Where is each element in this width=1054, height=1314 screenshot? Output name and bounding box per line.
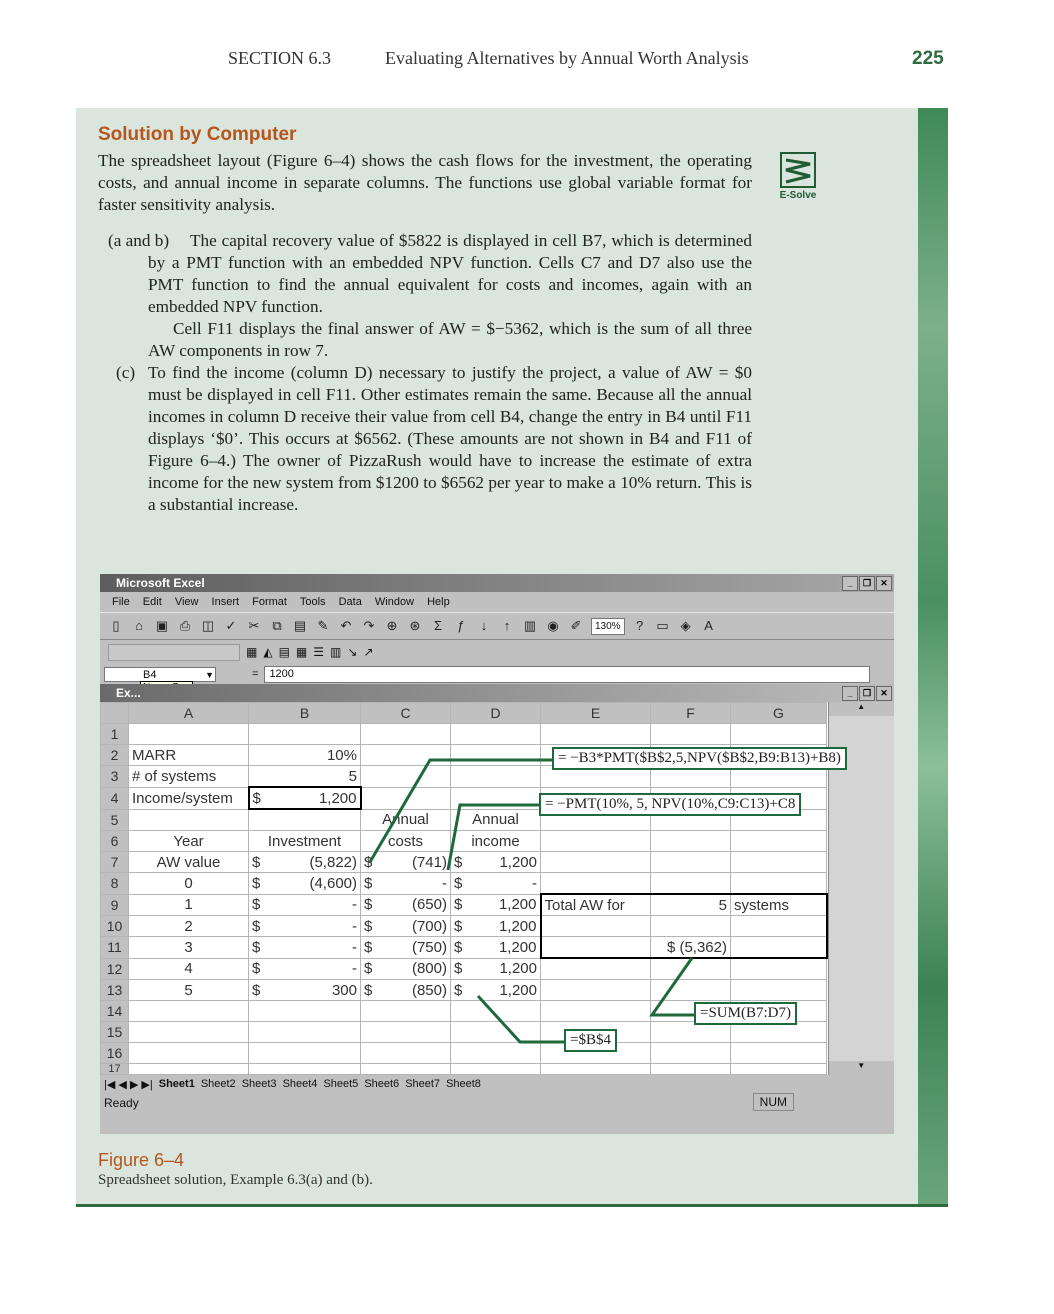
drawing-icon[interactable]: ✐ <box>570 618 582 633</box>
cell-b3[interactable]: 5 <box>249 766 361 788</box>
tab-sheet7[interactable]: Sheet7 <box>405 1078 441 1090</box>
tab-sheet3[interactable]: Sheet3 <box>241 1078 277 1090</box>
figure-label: Figure 6–4 <box>98 1150 185 1170</box>
cell-c7[interactable]: $ (741) <box>361 852 451 873</box>
cell-b12[interactable]: $ - <box>249 958 361 980</box>
minimize-icon[interactable]: _ <box>842 576 858 591</box>
cell-a12[interactable]: 4 <box>129 958 249 980</box>
status-num: NUM <box>753 1093 794 1111</box>
wb-close-icon[interactable]: ✕ <box>876 686 892 701</box>
cell-b10[interactable]: $ - <box>249 916 361 937</box>
scroll-down-icon[interactable]: ▼ <box>829 1061 895 1075</box>
cell-f11[interactable]: $ (5,362) <box>651 937 731 959</box>
column-header-g[interactable]: G <box>731 703 827 724</box>
tab-sheet4[interactable]: Sheet4 <box>282 1078 318 1090</box>
cell-d7[interactable]: $ 1,200 <box>451 852 541 873</box>
row-header[interactable]: 4 <box>101 787 129 809</box>
esolve-label: E-Solve <box>779 190 817 201</box>
row-header[interactable]: 11 <box>101 937 129 959</box>
fill-color-icon[interactable]: ◈ <box>680 618 691 633</box>
cell-d9[interactable]: $ 1,200 <box>451 894 541 916</box>
part-c-label: (c) <box>116 363 136 382</box>
cell-d8[interactable]: $ - <box>451 873 541 895</box>
cell-d10[interactable]: $ 1,200 <box>451 916 541 937</box>
cell-d6[interactable]: income <box>451 831 541 852</box>
menu-edit[interactable]: Edit <box>142 596 162 608</box>
part-ab-label: (a and b) <box>108 231 170 250</box>
format-painter-icon[interactable]: ✎ <box>317 618 329 633</box>
menu-view[interactable]: View <box>174 596 199 608</box>
cell-g9[interactable]: systems <box>731 894 827 916</box>
tab-sheet6[interactable]: Sheet6 <box>364 1078 400 1090</box>
sort-ascending-icon[interactable]: ↓ <box>480 618 488 633</box>
borders-icon[interactable]: ▭ <box>656 618 669 633</box>
autosum-icon[interactable]: Σ <box>433 618 443 633</box>
cell-a3[interactable]: # of systems <box>129 766 249 788</box>
spelling-icon[interactable]: ✓ <box>225 618 237 633</box>
figure-caption: Spreadsheet solution, Example 6.3(a) and (b). <box>98 1172 373 1188</box>
cell-b13[interactable]: $ 300 <box>249 980 361 1001</box>
row-header[interactable]: 16 <box>101 1043 129 1064</box>
hyperlink-icon[interactable]: ⊕ <box>386 618 398 633</box>
close-icon[interactable]: ✕ <box>876 576 892 591</box>
section-label: SECTION 6.3 <box>228 48 331 68</box>
wb-restore-icon[interactable]: ❐ <box>859 686 875 701</box>
cell-b2[interactable]: 10% <box>249 745 361 766</box>
cell-c5[interactable]: Annual <box>361 809 451 831</box>
cell-a11[interactable]: 3 <box>129 937 249 959</box>
cell-b8[interactable]: $ (4,600) <box>249 873 361 895</box>
part-c-text: To find the income (column D) necessary to justify the project, a value of AW = $0 must be displayed in cell F11. Other estimates remain the same. Because all the annual incomes in column D receive their value from cell B4, change the entry in B4 until F11 displays ‘$0’. This occurs at $6562. (These amounts are not shown in B4 and F11 of Figure 6–4.) The owner of PizzaRush would have to increase the estimate of extra income for the new system from $1200 to $6562 per year to make a 10% return. This is a substantial increase. <box>148 363 752 514</box>
undo-icon[interactable]: ↶ <box>340 618 352 633</box>
callout-f11-formula: =SUM(B7:D7) <box>694 1002 797 1025</box>
column-header-f[interactable]: F <box>651 703 731 724</box>
by-row-icon[interactable]: ☰ <box>313 645 325 659</box>
cell-d12[interactable]: $ 1,200 <box>451 958 541 980</box>
wb-minimize-icon[interactable]: _ <box>842 686 858 701</box>
row-header[interactable]: 7 <box>101 852 129 873</box>
row-header[interactable]: 13 <box>101 980 129 1001</box>
tab-sheet1[interactable]: Sheet1 <box>158 1078 195 1090</box>
cell-a4[interactable]: Income/system <box>129 787 249 809</box>
tab-nav-icon[interactable]: |◀ ◀ ▶ ▶| <box>104 1078 153 1091</box>
zoom-select[interactable]: 130% <box>591 618 625 635</box>
tab-sheet5[interactable]: Sheet5 <box>323 1078 359 1090</box>
cell-c9[interactable]: $ (650) <box>361 894 451 916</box>
chart-icon[interactable]: ▦ <box>246 645 258 659</box>
cell-b6[interactable]: Investment <box>249 831 361 852</box>
copy-icon[interactable]: ⧉ <box>272 618 282 633</box>
menu-file[interactable]: File <box>112 596 130 608</box>
cell-f9[interactable]: 5 <box>651 894 731 916</box>
cell-b4-selected[interactable]: $ 1,200 <box>249 787 361 809</box>
row-header[interactable]: 10 <box>101 916 129 937</box>
cell-d13[interactable]: $ 1,200 <box>451 980 541 1001</box>
open-icon[interactable]: ⌂ <box>135 618 143 633</box>
cell-c11[interactable]: $ (750) <box>361 937 451 959</box>
cell-a10[interactable]: 2 <box>129 916 249 937</box>
menu-format[interactable]: Format <box>252 596 287 608</box>
column-header-d[interactable]: D <box>451 703 541 724</box>
cell-b9[interactable]: $ - <box>249 894 361 916</box>
cell-b11[interactable]: $ - <box>249 937 361 959</box>
column-header-e[interactable]: E <box>541 703 651 724</box>
row-header[interactable]: 2 <box>101 745 129 766</box>
cell-c8[interactable]: $ - <box>361 873 451 895</box>
cell-a9[interactable]: 1 <box>129 894 249 916</box>
function-icon[interactable]: ƒ <box>457 618 465 633</box>
row-header[interactable]: 6 <box>101 831 129 852</box>
row-header[interactable]: 12 <box>101 958 129 980</box>
row-header[interactable]: 5 <box>101 809 129 831</box>
page-number: 225 <box>912 48 944 69</box>
intro-paragraph: The spreadsheet layout (Figure 6–4) shows the cash flows for the investment, the operating costs, and annual income in separate columns. The functions use global variable format for faster sensitivity analysis. <box>98 151 752 214</box>
print-icon[interactable]: ⎙ <box>179 618 191 633</box>
cell-a13[interactable]: 5 <box>129 980 249 1001</box>
cell-e9[interactable]: Total AW for <box>541 894 651 916</box>
tab-sheet2[interactable]: Sheet2 <box>200 1078 236 1090</box>
formula-input[interactable]: 1200 <box>264 666 870 683</box>
row-header[interactable]: 9 <box>101 894 129 916</box>
by-column-icon[interactable]: ▥ <box>330 645 342 659</box>
web-icon[interactable]: ⊛ <box>409 618 421 633</box>
menu-tools[interactable]: Tools <box>299 596 326 608</box>
row-header[interactable]: 15 <box>101 1022 129 1043</box>
map-icon[interactable]: ◉ <box>547 618 559 633</box>
callout-d13-formula: =$B$4 <box>564 1029 617 1052</box>
part-ab-text: The capital recovery value of $5822 is displayed in cell B7, which is determined by a PMT function with an embedded NPV function. Cells C7 and D7 also use the PMT function to find the annual equivalent for costs and incomes, again with an embedded NPV function. <box>148 231 752 316</box>
column-header-c[interactable]: C <box>361 703 451 724</box>
menu-insert[interactable]: Insert <box>211 596 240 608</box>
chart-type-icon[interactable]: ◭ <box>263 645 273 659</box>
restore-icon[interactable]: ❐ <box>859 576 875 591</box>
sort-descending-icon[interactable]: ↑ <box>503 618 511 633</box>
paste-icon[interactable]: ▤ <box>293 618 307 633</box>
column-header-b[interactable]: B <box>249 703 361 724</box>
cell-d5[interactable]: Annual <box>451 809 541 831</box>
angle-text-up-icon[interactable]: ↗ <box>363 645 374 659</box>
tab-sheet8[interactable]: Sheet8 <box>446 1078 481 1090</box>
column-header-a[interactable]: A <box>129 703 249 724</box>
cut-icon[interactable]: ✂ <box>248 618 260 633</box>
row-header[interactable]: 8 <box>101 873 129 895</box>
cell-b7[interactable]: $ (5,822) <box>249 852 361 873</box>
redo-icon[interactable]: ↷ <box>363 618 375 633</box>
legend-icon[interactable]: ▤ <box>278 645 290 659</box>
workbook-title: Ex... <box>116 686 141 700</box>
app-title: Microsoft Excel <box>116 576 205 590</box>
chart-wizard-icon[interactable]: ▥ <box>523 618 537 633</box>
formula-equals: = <box>252 668 259 680</box>
print-preview-icon[interactable]: ◫ <box>201 618 215 633</box>
solution-heading: Solution by Computer <box>98 124 297 145</box>
row-header[interactable]: 14 <box>101 1001 129 1022</box>
menu-help[interactable]: Help <box>427 596 450 608</box>
help-icon[interactable]: ? <box>635 618 644 633</box>
row-header[interactable]: 17 <box>101 1064 129 1075</box>
cell-c10[interactable]: $ (700) <box>361 916 451 937</box>
status-ready: Ready <box>104 1096 139 1110</box>
running-title: Evaluating Alternatives by Annual Worth Analysis <box>385 48 749 68</box>
font-color-icon[interactable]: A <box>704 618 713 633</box>
menu-data[interactable]: Data <box>338 596 362 608</box>
row-header[interactable]: 3 <box>101 766 129 788</box>
cell-c6[interactable]: costs <box>361 831 451 852</box>
new-icon[interactable]: ▯ <box>112 618 120 633</box>
callout-c7-formula: = −PMT(10%, 5, NPV(10%,C9:C13)+C8 <box>539 793 801 816</box>
menu-window[interactable]: Window <box>374 596 415 608</box>
save-icon[interactable]: ▣ <box>155 618 169 633</box>
cell-a6[interactable]: Year <box>129 831 249 852</box>
cell-d11[interactable]: $ 1,200 <box>451 937 541 959</box>
cell-a7[interactable]: AW value <box>129 852 249 873</box>
scroll-up-icon[interactable]: ▲ <box>829 702 895 716</box>
row-header[interactable]: 1 <box>101 724 129 745</box>
cell-c13[interactable]: $ (850) <box>361 980 451 1001</box>
name-box[interactable]: B4 ▼ <box>104 667 216 682</box>
cell-a8[interactable]: 0 <box>129 873 249 895</box>
callout-b7-formula: = −B3*PMT($B$2,5,NPV($B$2,B9:B13)+B8) <box>552 747 847 770</box>
part-ab-text2: Cell F11 displays the final answer of AW = $−5362, which is the sum of all three AW components in row 7. <box>148 319 752 360</box>
data-table-icon[interactable]: ▦ <box>295 645 308 659</box>
cell-a2[interactable]: MARR <box>129 745 249 766</box>
angle-text-down-icon[interactable]: ↘ <box>347 645 358 659</box>
cell-c12[interactable]: $ (800) <box>361 958 451 980</box>
